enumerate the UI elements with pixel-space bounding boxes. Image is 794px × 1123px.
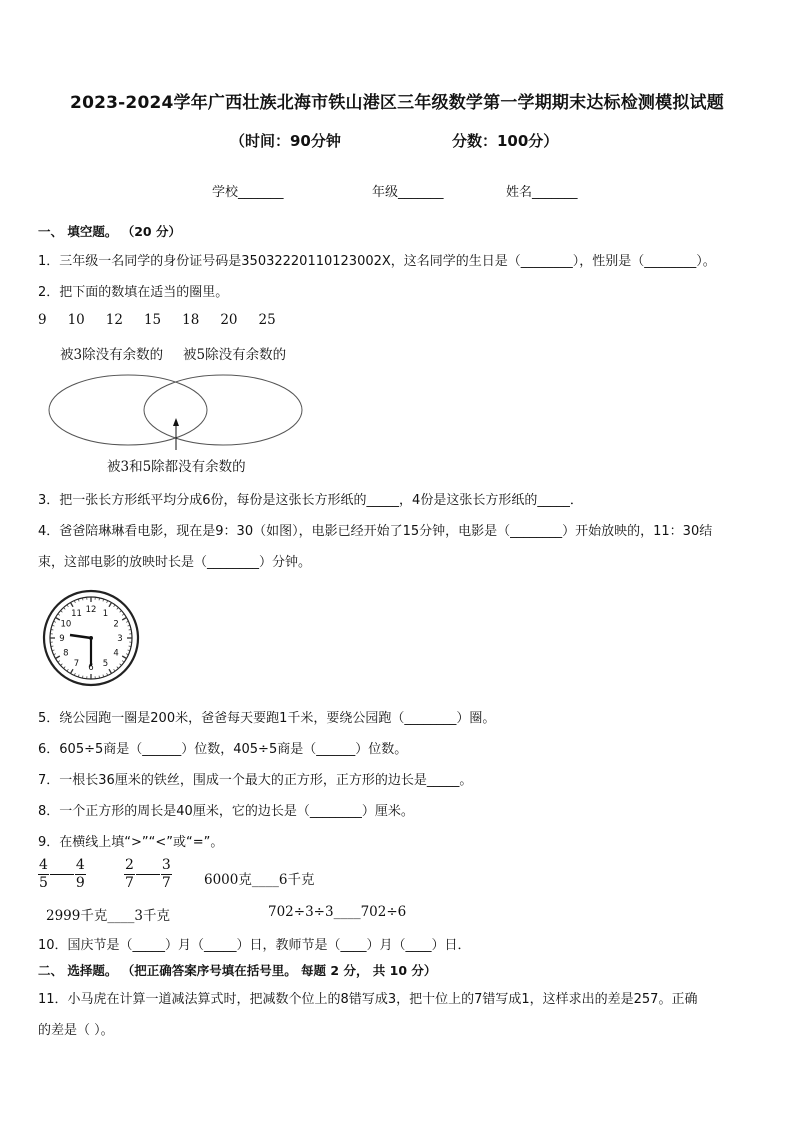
question-2: 2．把下面的数填在适当的圈里。: [38, 285, 229, 300]
number-item: 9: [38, 312, 47, 328]
question-4-line-2: 束，这部电影的放映时长是（________）分钟。: [38, 555, 312, 570]
clock-number: 6: [88, 663, 94, 673]
answer-blank[interactable]: [136, 874, 160, 875]
compare-division: 702÷3÷3____702÷6: [268, 904, 407, 920]
clock-number: 9: [59, 634, 65, 644]
exam-score: 分数：100分）: [452, 132, 559, 150]
venn-diagram: [40, 370, 310, 455]
fraction: $\frac{2}{7}$: [125, 857, 134, 891]
venn-circle-left: [49, 375, 207, 445]
compare-weight-2: 2999千克____3千克: [46, 908, 170, 924]
question-7: 7．一根长36厘米的铁丝，围成一个最大的正方形，正方形的边长是_____。: [38, 773, 473, 788]
section-2-heading: 二、 选择题。 （把正确答案序号填在括号里。 每题 2 分， 共 10 分）: [38, 963, 437, 978]
question-8: 8．一个正方形的周长是40厘米，它的边长是（________）厘米。: [38, 804, 414, 819]
number-item: 25: [258, 312, 276, 328]
venn-label-left: 被3除没有余数的: [60, 347, 164, 363]
number-item: 15: [143, 312, 162, 328]
fraction-compare-1: [38, 857, 86, 892]
clock-number: 5: [102, 659, 109, 670]
question-10: 10．国庆节是（_____）月（_____）日，教师节是（____）月（____）日．: [38, 938, 471, 953]
question-11-line-1: 11．小马虎在计算一道减法算式时，把减数个位上的8错写成3，把十位上的7错写成1，这样求出的差是257。正确: [38, 992, 698, 1007]
venn-circle-right: [144, 375, 302, 445]
clock-number: 11: [71, 608, 82, 619]
number-item: 10: [67, 312, 85, 328]
clock-number: 1: [102, 608, 109, 619]
number-item: 12: [105, 312, 123, 328]
fraction-compare-2: [124, 857, 172, 892]
fraction: $\frac{4}{5}$: [39, 857, 48, 891]
clock-number: 2: [113, 619, 119, 630]
number-item: 18: [182, 312, 200, 328]
question-1: 1．三年级一名同学的身份证号码是35032220110123002X，这名同学的生日是（________），性别是（________）。: [38, 254, 716, 269]
clock-number: 10: [60, 619, 72, 630]
clock-icon: [42, 589, 140, 687]
fraction: $\frac{4}{9}$: [75, 857, 85, 891]
venn-label-right: 被5除没有余数的: [183, 347, 287, 363]
answer-blank[interactable]: [50, 874, 74, 875]
question-6: 6．605÷5商是（______）位数，405÷5商是（______）位数。: [38, 742, 408, 757]
number-list: [38, 312, 297, 328]
school-field: 学校_______: [212, 185, 284, 200]
fraction: $\frac{3}{7}$: [161, 857, 171, 891]
question-9: 9．在横线上填“>”“<”或“=”。: [38, 835, 224, 850]
clock-number: 8: [63, 648, 69, 659]
question-5: 5．绕公园跑一圈是200米，爸爸每天要跑1千米，要绕公园跑（________）圈。: [38, 711, 496, 726]
clock-number: 3: [117, 634, 123, 644]
clock-number: 4: [113, 648, 119, 659]
grade-field: 年级_______: [372, 185, 444, 200]
clock-number: 7: [73, 659, 80, 670]
question-3: 3．把一张长方形纸平均分成6份，每份是这张长方形纸的_____，4份是这张长方形纸的_____．: [38, 493, 583, 508]
question-11-line-2: 的差是（ ）。: [38, 1023, 114, 1038]
name-field: 姓名_______: [506, 185, 578, 200]
number-item: 20: [220, 312, 238, 328]
section-1-heading: 一、 填空题。 （20 分）: [38, 224, 181, 239]
venn-label-bottom: 被3和5除都没有余数的: [107, 459, 246, 475]
exam-time: （时间：90分钟: [230, 132, 341, 150]
page-title: 2023-2024学年广西壮族北海市铁山港区三年级数学第一学期期末达标检测模拟试题: [70, 93, 724, 113]
compare-weight-1: 6000克____6千克: [204, 872, 315, 888]
question-4-line-1: 4．爸爸陪琳琳看电影，现在是9：30（如图），电影已经开始了15分钟，电影是（________）开始放映的，11：30结: [38, 524, 713, 539]
clock-number: 12: [85, 605, 97, 615]
arrow-head-icon: [173, 418, 179, 426]
